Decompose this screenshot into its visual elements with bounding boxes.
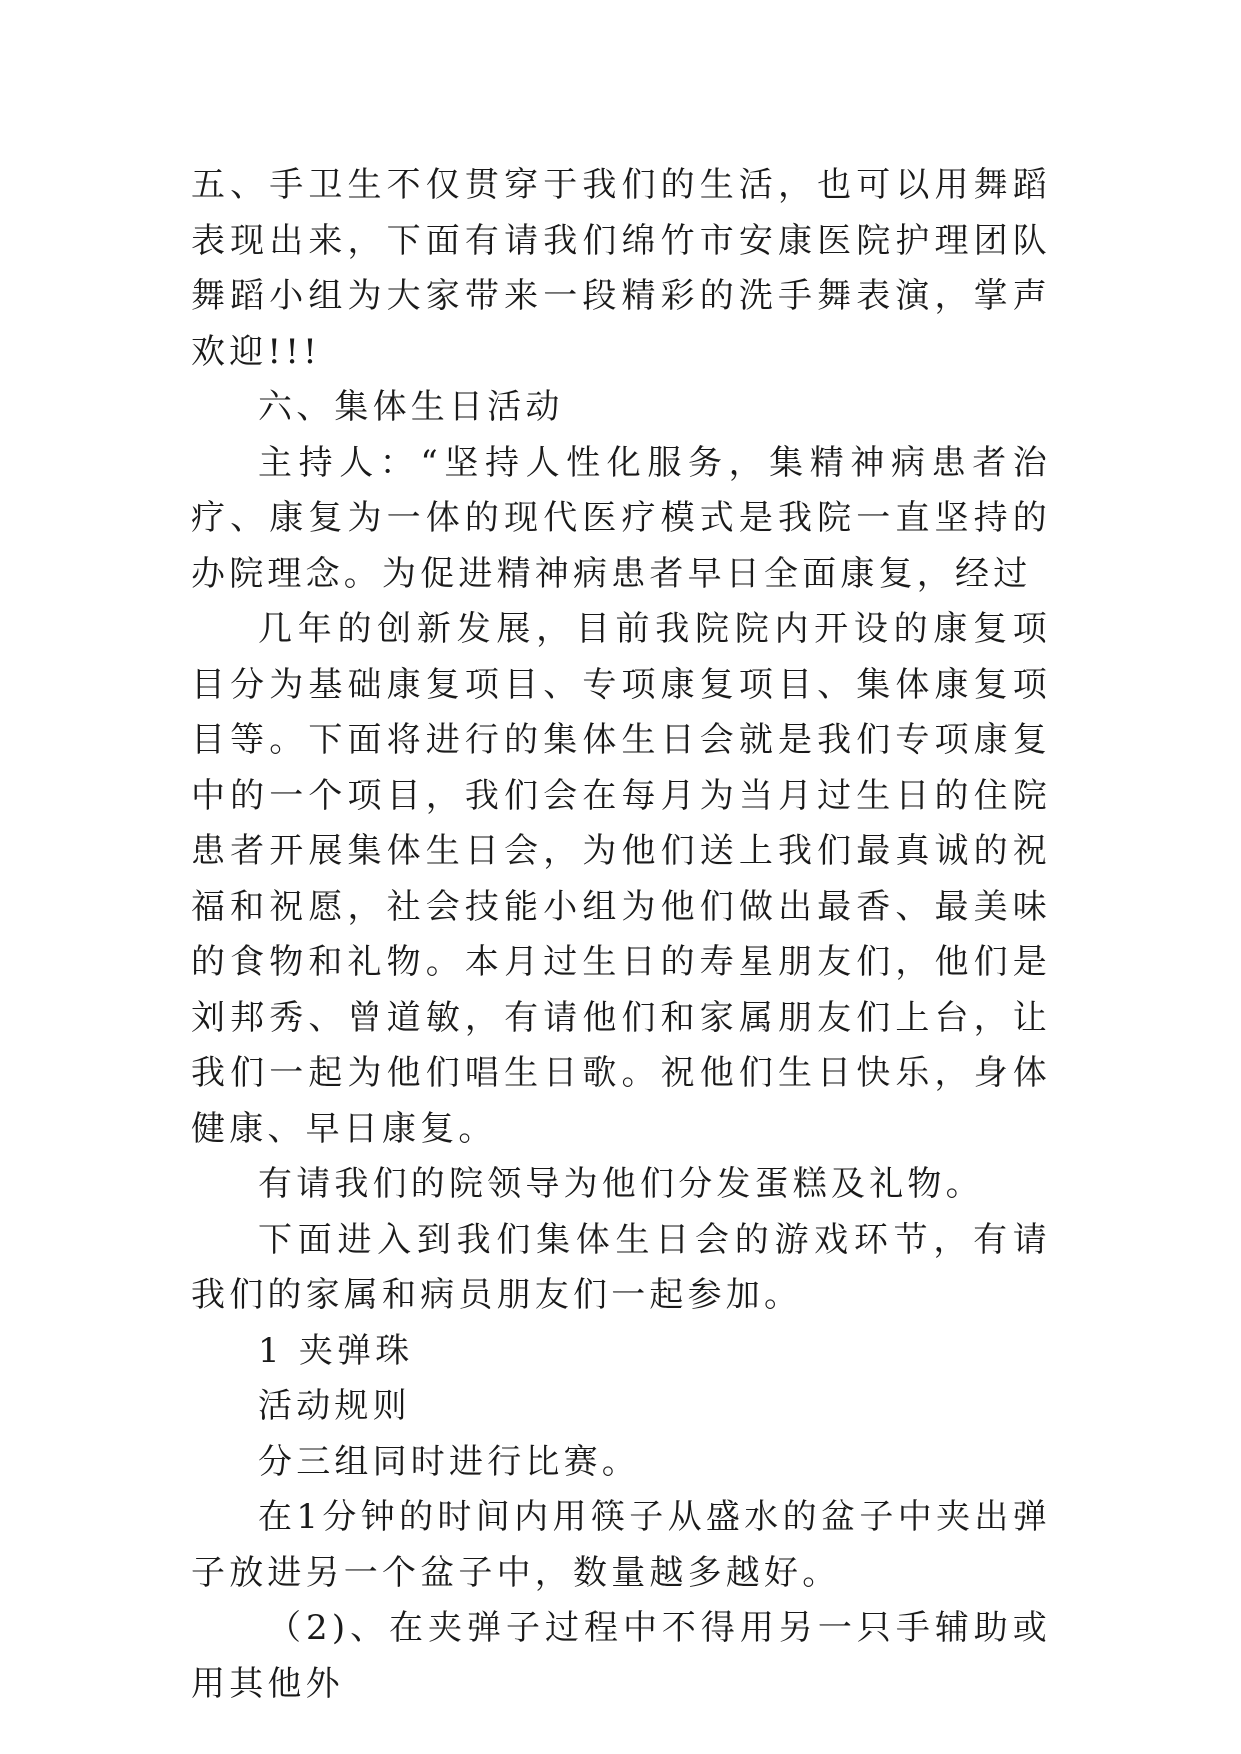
game-title-marbles: 1 夹弹珠 (258, 1330, 414, 1371)
paragraph-cake-gifts: 有请我们的院领导为他们分发蛋糕及礼物。 (258, 1164, 984, 1204)
rule-no-other-hand: （2)、在夹弹子过程中不得用另一只手辅助或用其他外 (191, 1608, 1051, 1704)
rules-heading: 活动规则 (258, 1386, 411, 1426)
paragraph-hand-hygiene-dance: 五、手卫生不仅贯穿于我们的生活，也可以用舞蹈表现出来，下面有请我们绵竹市安康医院护理团队舞蹈小组为大家带来一段精彩的洗手舞表演，掌声欢迎!!! (191, 165, 1051, 372)
paragraph-host-intro: 主持人：“坚持人性化服务，集精神病患者治疗、康复为一体的现代医疗模式是我院一直坚持的办院理念。为促进精神病患者早日全面康复，经过 (191, 442, 1051, 594)
section-heading-group-birthday: 六、集体生日活动 (258, 387, 564, 427)
paragraph-rehab-projects: 几年的创新发展，目前我院院内开设的康复项目分为基础康复项目、专项康复项目、集体康复项目等。下面将进行的集体生日会就是我们专项康复中的一个项目，我们会在每月为当月过生日的住院患者开展集体生日会，为他们送上我们最真诚的祝福和祝愿，社会技能小组为他们做出最香、最美味的食物和礼物。本月过生日的寿星朋友们，他们是刘邦秀、曾道敏，有请他们和家属朋友们上台，让我们一起为他们唱生日歌。祝他们生日快乐，身体健康、早日康复。 (191, 609, 1051, 1149)
rule-one-minute-chopsticks: 在1分钟的时间内用筷子从盛水的盆子中夹出弹子放进另一个盆子中，数量越多越好。 (191, 1497, 1051, 1593)
paragraph-game-intro: 下面进入到我们集体生日会的游戏环节，有请我们的家属和病员朋友们一起参加。 (191, 1219, 1051, 1315)
rule-three-groups: 分三组同时进行比赛。 (258, 1441, 640, 1482)
document-body (191, 158, 1051, 1712)
